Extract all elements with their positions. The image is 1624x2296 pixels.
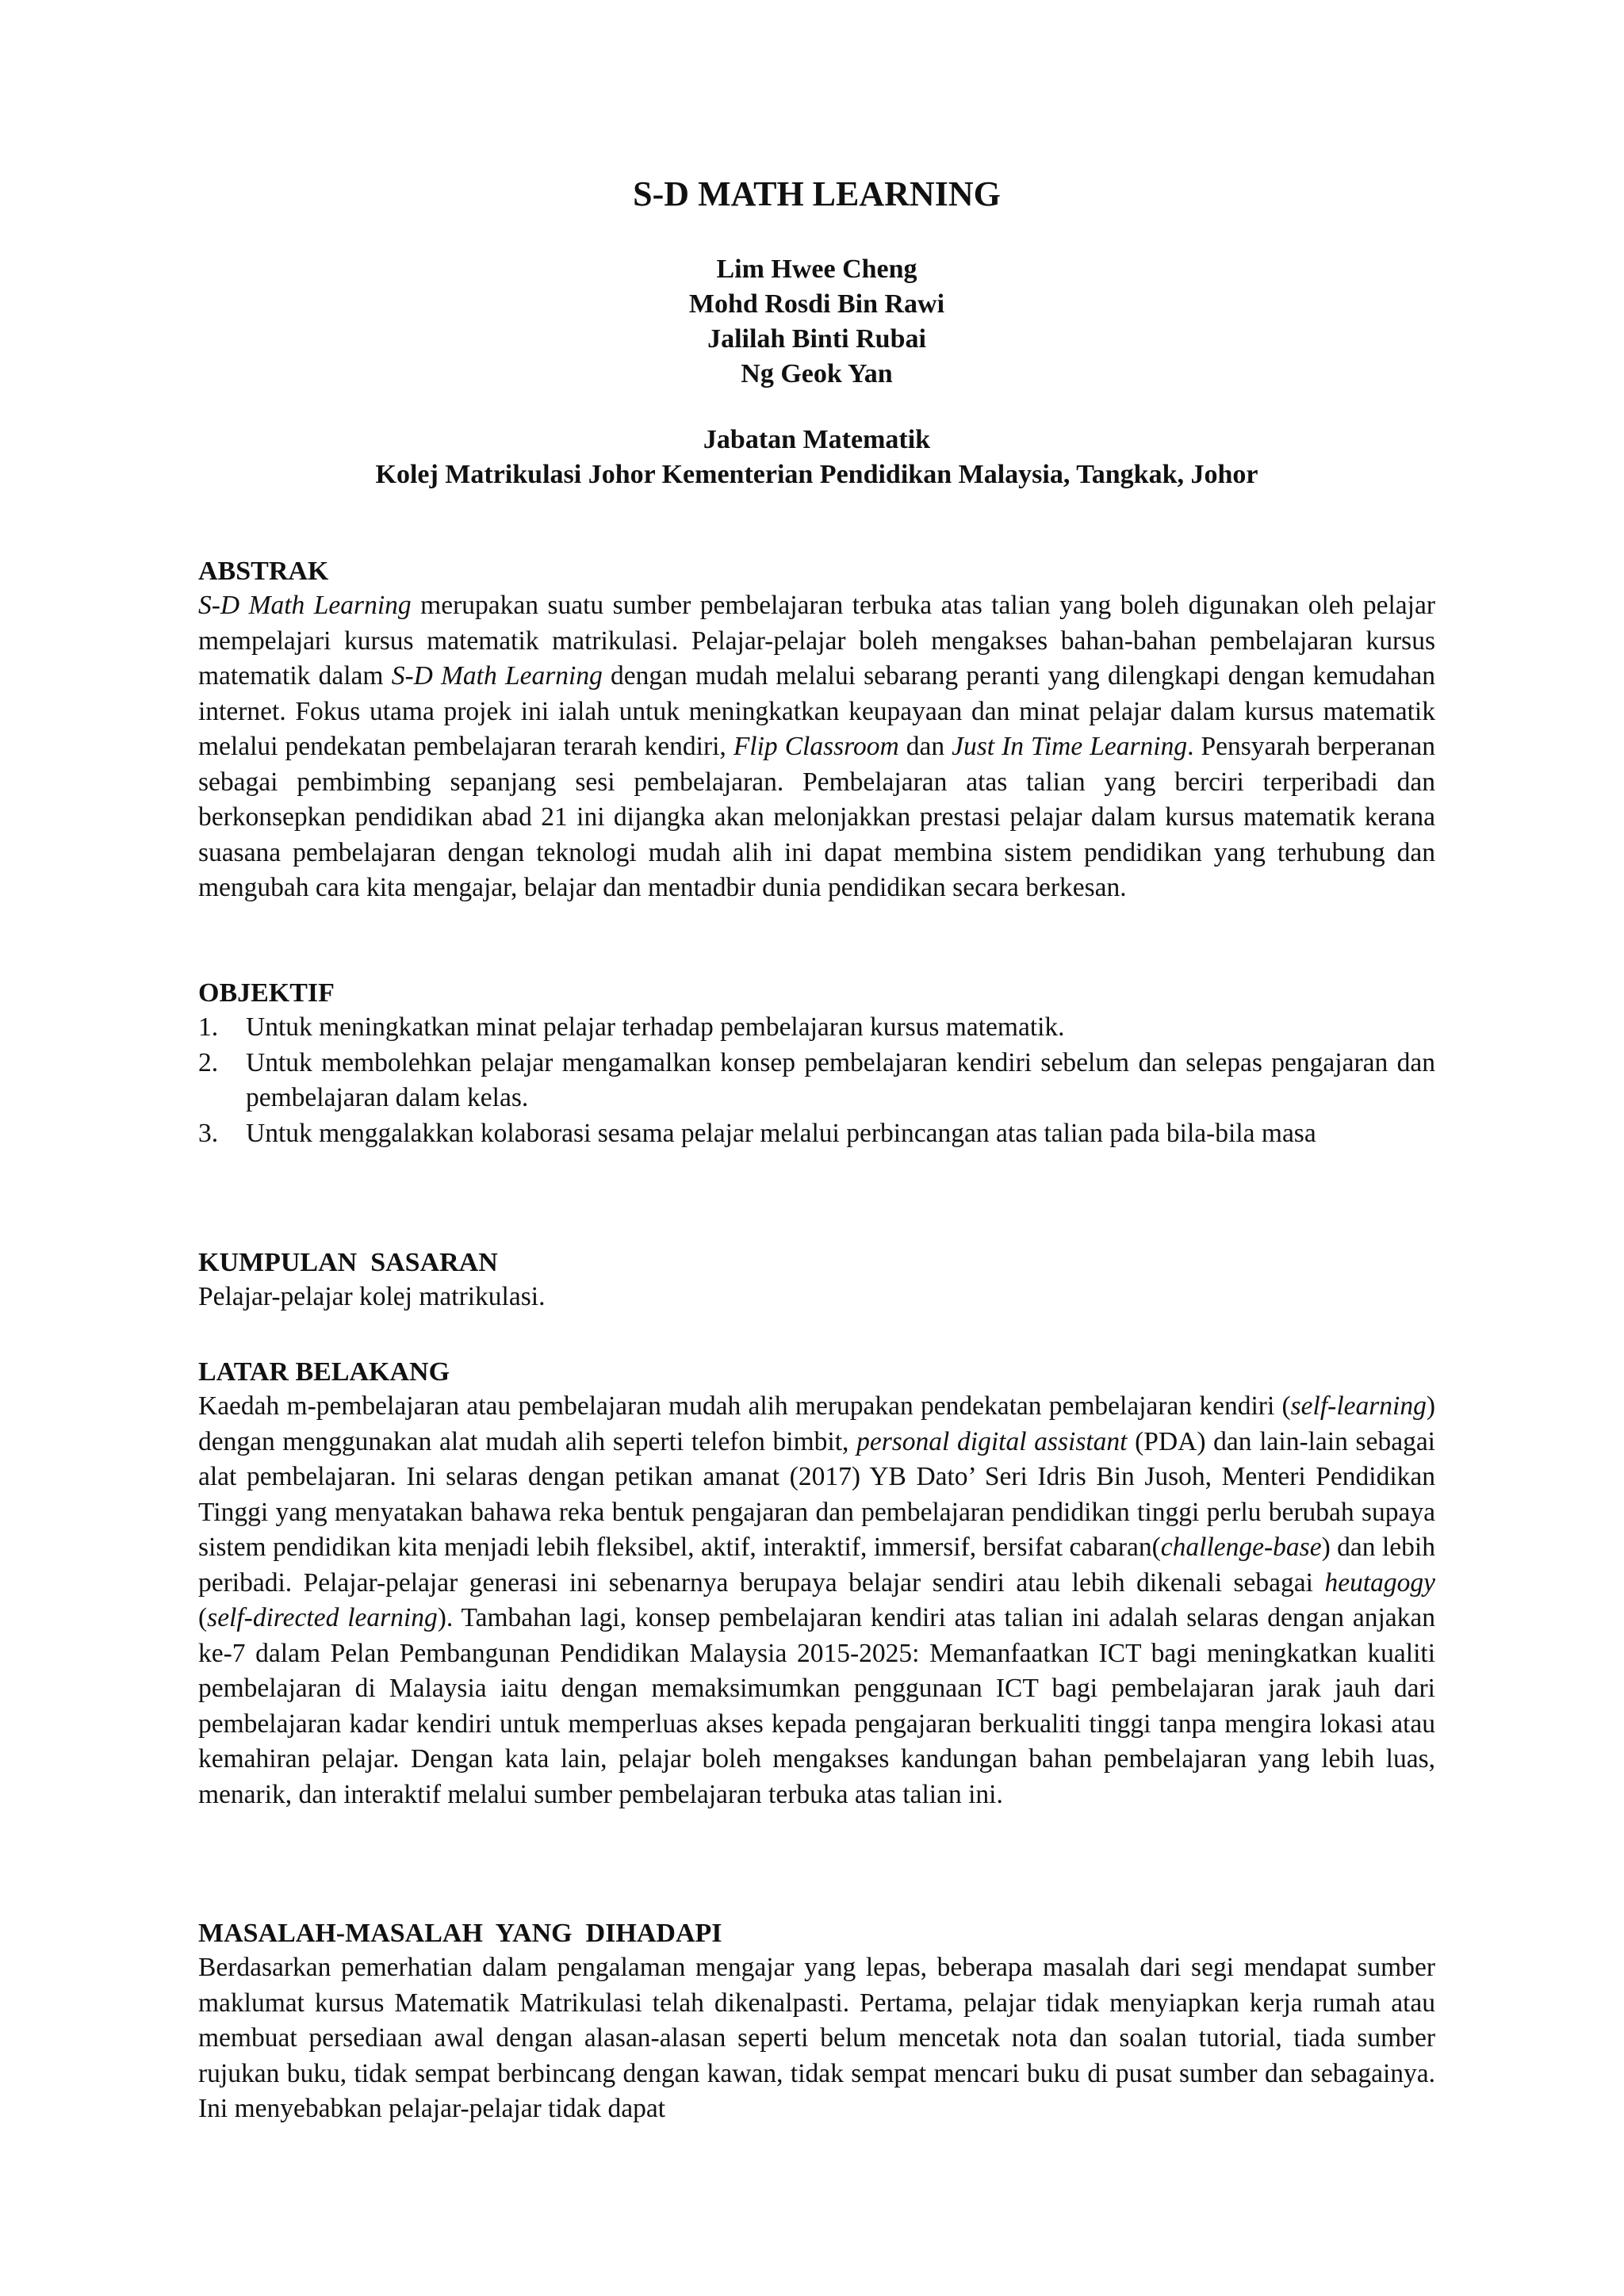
paper-title: S-D MATH LEARNING [633,174,1001,213]
problems-text: Berdasarkan pemerhatian dalam pengalaman mengajar yang lepas, beberapa masalah dari segi mendapat sumber maklumat kursus Matematik Matrikulasi telah dikenalpasti. Pertama, pelajar tidak menyiapkan kerja rumah atau membuat persediaan awal dengan alasan-alasan seperti belum mencetak nota dan soalan tutorial, tiada sumber rujukan buku, tidak sempat berbincang dengan kawan, tidak sempat mencari buku di pusat sumber dan sebagainya. Ini menyebabkan pelajar-pelajar tidak dapat [198,1953,1435,2123]
problems-section [198,1917,1435,2127]
background-heading: LATAR BELAKANG [198,1357,450,1387]
italic-term: challenge-base [1160,1533,1322,1562]
background-section [198,1356,1435,1812]
italic-term: S-D Math Learning [198,591,412,620]
italic-term: heutagogy [1324,1567,1435,1598]
objective-text: Untuk menggalakkan kolaborasi sesama pelajar melalui perbincangan atas talian pada bila-bila masa [246,1118,1316,1148]
objectives-section [198,977,1435,1151]
objective-number: 1. [198,1012,219,1042]
author-name: Mohd Rosdi Bin Rawi [688,289,945,319]
author-list [198,252,1435,392]
author-name: Lim Hwee Cheng [716,254,917,284]
objective-number: 3. [198,1118,219,1148]
objective-item [198,1116,1435,1152]
target-group-heading: KUMPULAN SASARAN [198,1248,498,1277]
target-group-text: Pelajar-pelajar kolej matrikulasi. [198,1282,546,1311]
objective-number: 2. [198,1047,219,1077]
italic-term: self-learning [1290,1391,1427,1421]
italic-term: self-directed learning [207,1603,438,1632]
background-text: Kaedah m-pembelajaran atau pembelajaran mudah alih merupakan pendekatan pembelajaran kendiri (self-learning) dengan menggunakan alat mudah alih seperti telefon bimbit, personal digital assistant (PDA) dan lain-lain sebagai alat pembelajaran. Ini selaras dengan petikan amanat (2017) YB Dato’ Seri Idris Bin Jusoh, Menteri Pendidikan Tinggi yang menyatakan bahawa reka bentuk pengajaran dan pembelajaran pendidikan tinggi perlu berubah supaya sistem pendidikan kita menjadi lebih fleksibel, aktif, interaktif, immersif, bersifat cabaran(challenge-base) dan lebih peribadi. Pelajar-pelajar generasi ini sebenarnya berupaya belajar sendiri atau lebih dikenali sebagai heutagogy (self-directed learning). Tambahan lagi, konsep pembelajaran kendiri atas talian ini adalah selaras dengan anjakan ke-7 dalam Pelan Pembangunan Pendidikan Malaysia 2015-2025: Memanfaatkan ICT bagi meningkatkan kualiti pembelajaran di Malaysia iaitu dengan memaksimumkan penggunaan ICT bagi pembelajaran jarak jauh dari pembelajaran kadar kendiri untuk memperluas akses kepada pengajaran berkualiti tinggi tanpa mengira lokasi atau kemahiran pelajar. Dengan kata lain, pelajar boleh mengakses kandungan bahan pembelajaran yang lebih luas, menarik, dan interaktif melalui sumber pembelajaran terbuka atas talian ini. [198,1391,1435,1809]
problems-heading: MASALAH-MASALAH YANG DIHADAPI [198,1919,722,1948]
objective-text: Untuk membolehkan pelajar mengamalkan konsep pembelajaran kendiri sebelum dan selepas pengajaran dan pembelajaran dalam kelas. [246,1047,1435,1112]
italic-term: Flip Classroom [733,732,899,761]
abstract-section [198,555,1435,906]
abstract-text: S-D Math Learning merupakan suatu sumber pembelajaran terbuka atas talian yang boleh digunakan oleh pelajar mempelajari kursus matematik matrikulasi. Pelajar-pelajar boleh mengakses bahan-bahan pembelajaran kursus matematik dalam S-D Math Learning dengan mudah melalui sebarang peranti yang dilengkapi dengan kemudahan internet. Fokus utama projek ini ialah untuk meningkatkan keupayaan dan minat pelajar dalam kursus matematik melalui pendekatan pembelajaran terarah kendiri, Flip Classroom dan Just In Time Learning. Pensyarah berperanan sebagai pembimbing sepanjang sesi pembelajaran. Pembelajaran atas talian yang berciri terperibadi dan berkonsepkan pendidikan abad 21 ini dijangka akan melonjakkan prestasi pelajar dalam kursus matematik kerana suasana pembelajaran dengan teknologi mudah alih ini dapat membina sistem pendidikan yang terhubung dan mengubah cara kita mengajar, belajar dan mentadbir dunia pendidikan secara berkesan. [198,591,1436,902]
author-name: Jalilah Binti Rubai [707,324,926,354]
italic-term: personal digital assistant [856,1426,1128,1456]
target-group-section [198,1246,1435,1315]
abstract-heading: ABSTRAK [198,557,329,586]
objectives-list [198,1010,1435,1151]
objective-text: Untuk meningkatkan minat pelajar terhadap pembelajaran kursus matematik. [246,1012,1065,1042]
objective-item [198,1046,1435,1116]
italic-term: Just In Time Learning [952,732,1188,761]
author-name: Ng Geok Yan [741,359,893,388]
institution-name: Kolej Matrikulasi Johor Kementerian Pendidikan Malaysia, Tangkak, Johor [375,460,1258,489]
objectives-heading: OBJEKTIF [198,978,335,1008]
department-name: Jabatan Matematik [703,425,931,454]
affiliation [198,423,1435,492]
objective-item [198,1010,1435,1046]
italic-term: S-D Math Learning [391,661,603,691]
